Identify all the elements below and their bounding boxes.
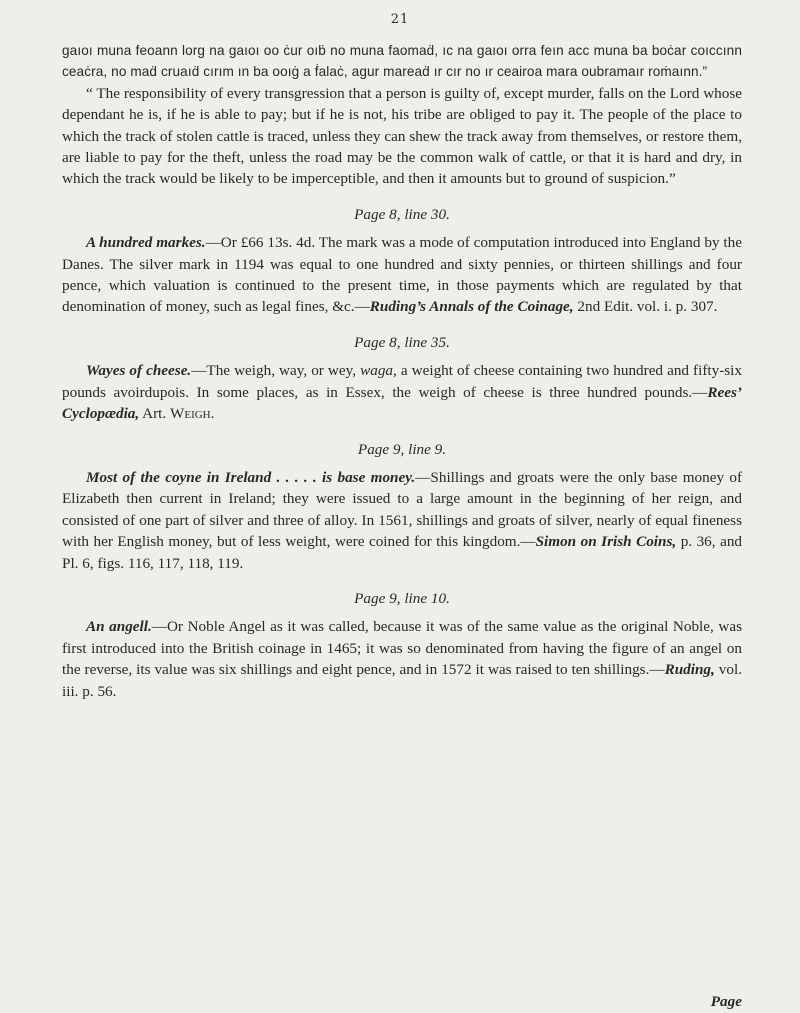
note-source: Ruding’s Annals of the Coinage, xyxy=(369,298,574,316)
note-term: Wayes of cheese. xyxy=(86,362,192,380)
note-body: —The weigh, way, or wey, xyxy=(191,362,361,380)
page-content xyxy=(62,40,742,702)
catchword: Page xyxy=(710,993,742,1010)
translation-paragraph: “ The responsibility of every transgression that a person is guilty of, except murder, falls on the Lord whose dependant he is, if he is able to pay; but if he is not, his tribe are obliged to pay it. The people of the place to which the track of stolen cattle is traced, unless they can shew the track away from themselves, or restore them, are liable to pay for the theft, unless the road may be the common walk of cattle, or that it is hard and dry, in which the track would be likely to be imperceptible, and then it amounts but to ground of suspicion.” xyxy=(62,84,742,188)
note-body: —Or Noble Angel as it was called, because it was of the same value as the original Noble, was first introduced into the British coinage in 1465; it was so denominated from having the figure of an angel on the reverse, its value was six shillings and eight pence, and in 1572 it was raised to ten shillings.— xyxy=(62,618,742,679)
note-body-continued: a weight of cheese containing two hundred and fifty-six pounds avoirdupois. In some places, as in Essex, the weigh of cheese is three hundred pounds.— xyxy=(62,362,742,401)
note-body: —Shillings and groats were the only base money of Elizabeth then current in Ireland; they were issued to a large amount in the beginning of her reign, and consisted of one part of silver and three of alloy. In 1561, shillings and groats of silver, nearly of equal fineness with her English money, but of less weight, were coined for this kingdom.— xyxy=(62,468,742,551)
note-source: Rees’ Cyclopædia, xyxy=(62,383,742,423)
note-entry xyxy=(62,616,742,702)
irish-passage: gaıoı muna feoann lorg na gaıoı oo ċur oıḃ no muna faomaḋ, ıc na gaıoı orra feın acc muna ba boċar coıccınn ceaċra, no maḋ cruaıḋ cırım ın ba ooıġ a ḟalaċ, agur mareaḋ ır cır no ır ceairoa mara oubramaır roṁaınn.” xyxy=(62,43,742,80)
note-entry xyxy=(62,232,742,318)
page-number: 21 xyxy=(390,12,410,27)
note-tail: 2nd Edit. vol. i. p. 307. xyxy=(573,298,718,316)
note-entry xyxy=(62,467,742,574)
note-heading: Page 9, line 9. xyxy=(357,440,447,458)
note-term: A hundred markes. xyxy=(86,234,206,252)
note-term: Most of the coyne in Ireland . . . . . is base money. xyxy=(86,468,416,486)
note-body-italic: waga, xyxy=(360,362,397,380)
note-heading: Page 8, line 35. xyxy=(354,333,450,351)
note-entry xyxy=(62,360,742,424)
note-term: An angell. xyxy=(86,618,152,636)
note-tail: p. 36, and Pl. 6, figs. 116, 117, 118, 119. xyxy=(62,533,743,572)
note-source: Simon on Irish Coins, xyxy=(535,533,677,551)
note-body: —Or £66 13s. 4d. The mark was a mode of computation introduced into England by the Danes. The silver mark in 1194 was equal to one hundred and sixty pennies, or thirteen shillings and four pence, which valuation is continued to the present time, in those payments which are regulated by that denomination of money, such as legal fines, &c.— xyxy=(62,234,742,316)
note-tail-smallcaps: Weigh. xyxy=(170,405,215,423)
note-tail: vol. iii. p. 56. xyxy=(62,661,742,700)
note-source: Ruding, xyxy=(664,661,715,679)
note-heading: Page 8, line 30. xyxy=(354,205,450,223)
note-tail: Art. xyxy=(139,405,171,423)
note-heading: Page 9, line 10. xyxy=(354,589,450,607)
